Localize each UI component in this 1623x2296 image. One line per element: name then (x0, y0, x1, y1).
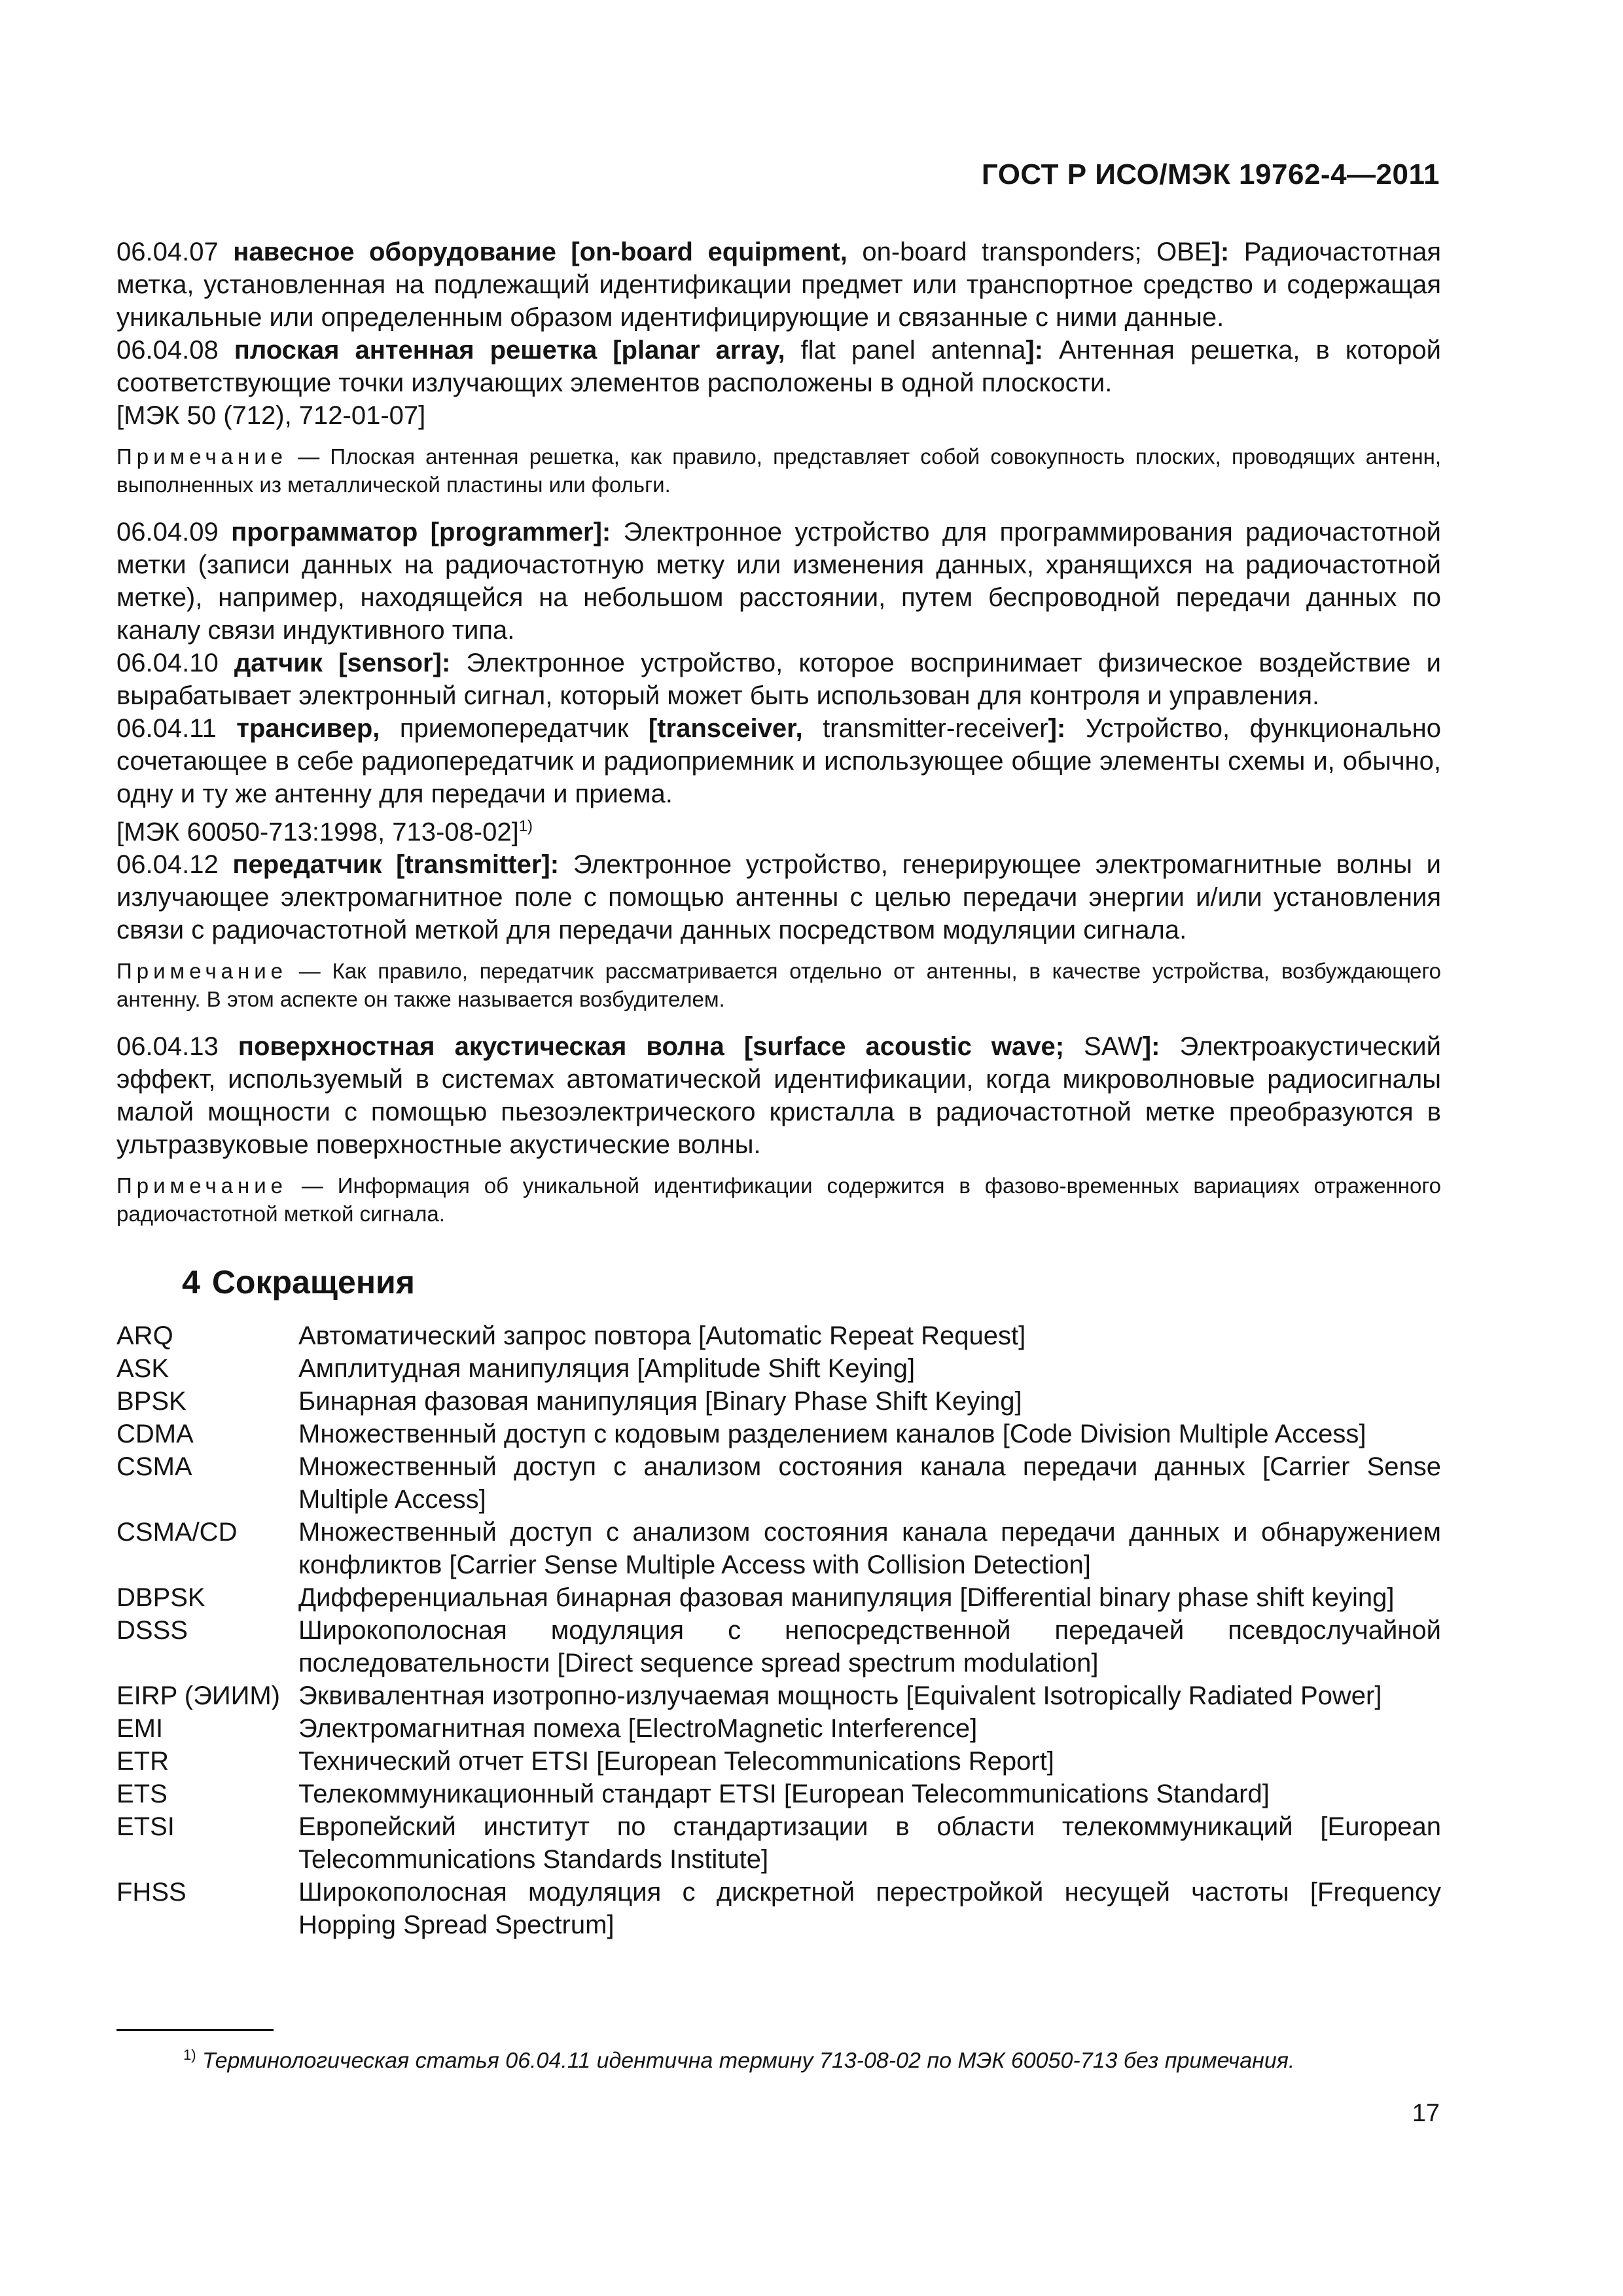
abbreviation-key: ETSI (116, 1812, 175, 1842)
abbreviation-key: CSMA/CD (116, 1518, 238, 1547)
abbreviation-row (116, 1516, 1441, 1581)
document-header: ГОСТ Р ИСО/МЭК 19762-4—2011 (981, 158, 1440, 190)
abbreviation-key: CSMA (116, 1452, 192, 1482)
note-label: Примечание (116, 1174, 288, 1198)
term-synonyms: transmitter-receiver (802, 714, 1048, 743)
term-definition: Радиочастотная метка, установленная на подлежащий идентификации предмет или транспортное средство и содержащая уникальные или определенным образом идентифицирующие и связанные с ними данные. (116, 238, 1441, 332)
term-number: 06.04.10 (116, 649, 219, 677)
term-name: поверхностная акустическая волна [surface acoustic wave; (238, 1032, 1065, 1062)
term-name-end: ]: (1142, 1032, 1160, 1062)
abbreviation-row (116, 1352, 1441, 1385)
term-note (116, 442, 1441, 499)
section-heading (182, 1263, 1441, 1301)
abbreviation-value: Множественный доступ с кодовым разделением каналов [Code Division Multiple Access] (298, 1420, 1366, 1449)
term-definition: Антенная решетка, в которой соответствующие точки излучающих элементов расположены в одной плоскости. (116, 336, 1441, 397)
abbreviation-value: Амплитудная манипуляция [Amplitude Shift Keying] (298, 1354, 916, 1384)
abbreviation-row (116, 1418, 1441, 1450)
term-name: передатчик [transmitter]: (232, 850, 560, 880)
term-entry (116, 1030, 1441, 1161)
abbreviation-row (116, 1581, 1441, 1614)
term-name-end: ]: (1048, 714, 1066, 743)
term-number: 06.04.13 (116, 1032, 219, 1062)
abbreviation-value: Дифференциальная бинарная фазовая манипуляция [Differential binary phase shift keying] (298, 1583, 1395, 1613)
abbreviation-row (116, 1679, 1441, 1712)
term-name: навесное оборудование [on-board equipment, (233, 238, 847, 266)
abbreviation-key: EIRP (ЭИИМ) (116, 1681, 280, 1711)
term-entry (116, 712, 1441, 810)
abbreviation-value: Электромагнитная помеха [ElectroMagnetic Interference] (298, 1714, 978, 1744)
term-name: датчик [sensor]: (234, 649, 451, 677)
note-label: Примечание (116, 444, 288, 469)
abbreviation-key: CDMA (116, 1420, 194, 1449)
term-note (116, 1172, 1441, 1228)
abbreviation-key: ETR (116, 1747, 169, 1776)
abbreviation-value: Телекоммуникационный стандарт ETSI [European Telecommunications Standard] (298, 1780, 1270, 1809)
abbreviation-row (116, 1745, 1441, 1778)
term-reference (116, 810, 1441, 848)
footnote-reference[interactable]: 1) (518, 817, 533, 835)
term-synonyms: SAW (1064, 1032, 1143, 1062)
abbreviation-value: Европейский институт по стандартизации в области телекоммуникаций [European Telecommunications Standards Institute] (298, 1812, 1441, 1874)
note-text: — Плоская антенная решетка, как правило, представляет собой совокупность плоских, проводящих антенн, выполненных из металлической пластины или фольги. (116, 444, 1441, 497)
note-text: — Информация об уникальной идентификации содержится в фазово-временных вариациях отраженного радиочастотной меткой сигнала. (116, 1174, 1441, 1227)
term-definition: Электроакустический эффект, используемый в системах автоматической идентификации, когда микроволновые радиосигналы малой мощности с помощью пьезоэлектрического кристалла в радиочастотной метке преобразуются в ультразвуковые поверхностные акустические волны. (116, 1032, 1441, 1160)
abbreviation-key: FHSS (116, 1878, 187, 1907)
footnote (183, 2041, 1441, 2075)
term-definition: Электронное устройство для программирования радиочастотной метки (записи данных на радиочастотную метку или изменения данных, хранящихся на радиочастотной метке), например, находящейся на небольшом расстоянии, путем беспроводной передачи данных по каналу связи индуктивного типа. (116, 518, 1441, 645)
term-name-end: ]: (1026, 336, 1043, 365)
term-synonyms: on-board transponders; OBE (847, 238, 1212, 266)
abbreviation-value: Множественный доступ с анализом состояния канала передачи данных [Carrier Sense Multiple Access] (298, 1452, 1441, 1515)
term-reference: [МЭК 50 (712), 712-01-07] (116, 401, 426, 430)
term-number: 06.04.08 (116, 336, 219, 365)
term-synonyms: приемопередатчик (380, 714, 649, 743)
term-name-english: [transceiver, (648, 714, 803, 743)
abbreviation-value: Эквивалентная изотропно-излучаемая мощность [Equivalent Isotropically Radiated Power] (298, 1681, 1382, 1711)
abbreviation-row (116, 1712, 1441, 1745)
term-name: программатор [programmer]: (231, 518, 611, 547)
main-content (116, 236, 1441, 1941)
term-number: 06.04.09 (116, 518, 219, 547)
abbreviation-key: DSSS (116, 1616, 188, 1645)
term-name-end: ]: (1211, 238, 1230, 266)
abbreviation-key: ARQ (116, 1321, 173, 1351)
page-number: 17 (1412, 2100, 1440, 2127)
term-name: плоская антенная решетка [planar array, (234, 336, 785, 365)
term-name: трансивер, (236, 714, 380, 743)
note-text: — Как правило, передатчик рассматривается отдельно от антенны, в качестве устройства, возбуждающего антенну. В этом аспекте он также называется возбудителем. (116, 959, 1441, 1012)
abbreviation-row (116, 1810, 1441, 1876)
abbreviation-row (116, 1450, 1441, 1516)
term-note (116, 957, 1441, 1013)
term-entry (116, 516, 1441, 647)
term-synonyms: flat panel antenna (785, 336, 1026, 365)
abbreviation-row (116, 1319, 1441, 1352)
abbreviations-list (116, 1319, 1441, 1941)
abbreviation-value: Множественный доступ с анализом состояния канала передачи данных и обнаружением конфликтов [Carrier Sense Multiple Access with Collision Detection] (298, 1518, 1441, 1580)
term-entry (116, 236, 1441, 334)
footnote-separator (116, 2029, 274, 2031)
abbreviation-value: Автоматический запрос повтора [Automatic Repeat Request] (298, 1321, 1026, 1351)
term-entry (116, 334, 1441, 399)
term-definition: Устройство, функционально сочетающее в себе радиопередатчик и радиоприемник и использующее общие элементы схемы и, обычно, одну и ту же антенну для передачи и приема. (116, 714, 1441, 808)
footnote-mark: 1) (183, 2047, 196, 2063)
abbreviation-row (116, 1876, 1441, 1941)
abbreviation-key: BPSK (116, 1387, 187, 1416)
term-entry (116, 647, 1441, 712)
term-number: 06.04.12 (116, 850, 219, 880)
abbreviation-row (116, 1385, 1441, 1418)
abbreviation-value: Широкополосная модуляция с непосредственной передачей псевдослучайной последовательности [Direct sequence spread spectrum modulation] (298, 1616, 1441, 1678)
term-number: 06.04.07 (116, 238, 219, 266)
abbreviation-value: Технический отчет ETSI [European Telecommunications Report] (298, 1747, 1054, 1776)
abbreviation-row (116, 1614, 1441, 1679)
reference-text: [МЭК 60050-713:1998, 713-08-02] (116, 817, 519, 847)
footnote-text: Терминологическая статья 06.04.11 идентична термину 713-08-02 по МЭК 60050-713 без примечания. (196, 2048, 1295, 2073)
abbreviation-key: EMI (116, 1714, 164, 1744)
term-entry (116, 848, 1441, 946)
term-number: 06.04.11 (116, 714, 217, 743)
section-number: 4 (182, 1264, 200, 1301)
note-label: Примечание (116, 959, 288, 984)
abbreviation-row (116, 1778, 1441, 1810)
abbreviation-value: Широкополосная модуляция с дискретной перестройкой несущей частоты [Frequency Hopping Spread Spectrum] (298, 1878, 1441, 1940)
abbreviation-key: DBPSK (116, 1583, 205, 1613)
term-definition: Электронное устройство, которое воспринимает физическое воздействие и вырабатывает электронный сигнал, который может быть использован для контроля и управления. (116, 649, 1441, 710)
section-title: Сокращения (211, 1264, 415, 1301)
abbreviation-key: ASK (116, 1354, 169, 1384)
term-definition: Электронное устройство, генерирующее электромагнитные волны и излучающее электромагнитное поле с помощью антенны с целью передачи энергии и/или установления связи с радиочастотной меткой для передачи данных посредством модуляции сигнала. (116, 850, 1441, 945)
abbreviation-key: ETS (116, 1780, 168, 1809)
abbreviation-value: Бинарная фазовая манипуляция [Binary Phase Shift Keying] (298, 1387, 1022, 1416)
